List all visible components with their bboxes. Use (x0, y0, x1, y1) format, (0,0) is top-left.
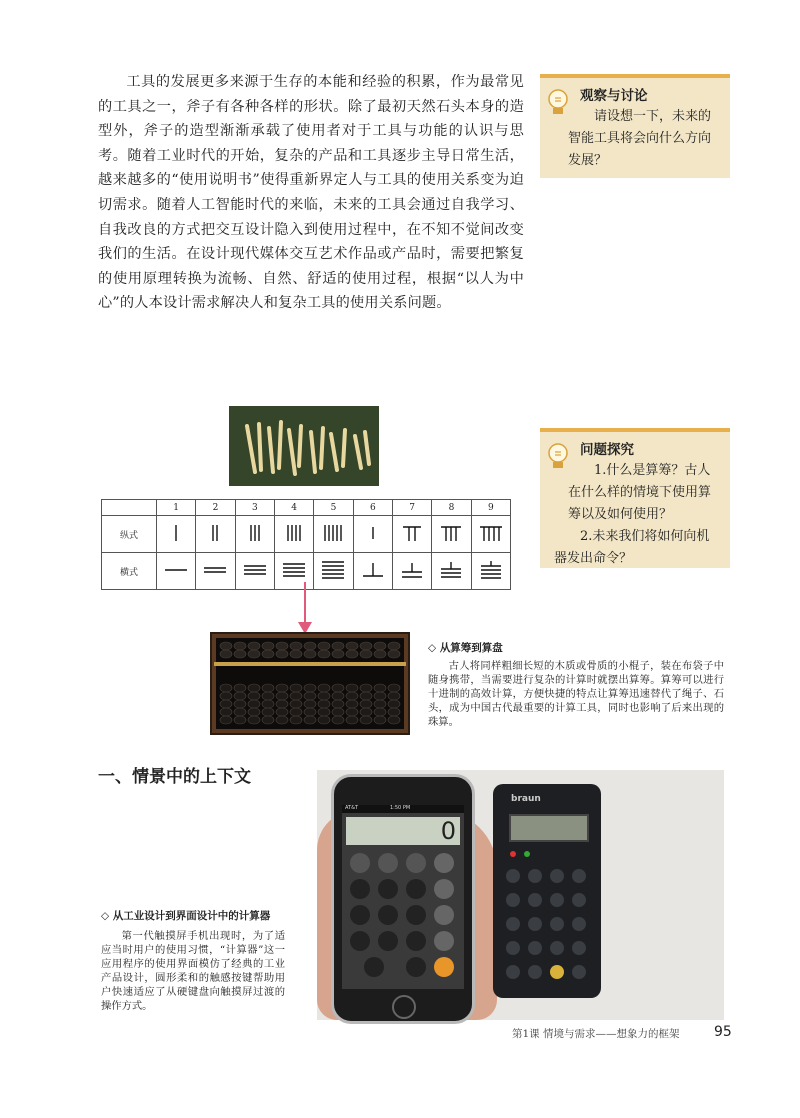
rod-glyph-h9 (471, 553, 510, 590)
table-header-cell: 3 (235, 500, 274, 516)
abacus-caption-text: 古人将同样粗细长短的木质或骨质的小棍子，装在布袋子中随身携带，当需要进行复杂的计算时就摆出算筹。算筹可以进行十进制的高效计算，方便快捷的特点让算筹迅速替代了绳子、石头，成为中国古代最重要的计算工具，同时也影响了后来出现的珠算。 (428, 660, 724, 728)
down-arrow-icon (295, 582, 315, 634)
page-number: 95 (714, 1024, 732, 1040)
calculator-caption (101, 908, 285, 1013)
rod-glyph-h2 (196, 553, 235, 590)
inquiry-box (540, 428, 730, 568)
rod-glyph-v8 (432, 516, 471, 553)
braun-logo: braun (511, 794, 541, 804)
calc-caption-text: 第一代触摸屏手机出现时，为了适应当时用户的使用习惯，“计算器”这一应用程序的使用界面模仿了经典的工业产品设计，圆形柔和的触感按键帮助用户快速适应了从硬键盘向触摸屏过渡的操作方式。 (101, 930, 285, 1012)
table-header-cell: 6 (353, 500, 392, 516)
table-row-vertical (102, 516, 511, 553)
abacus-caption (428, 640, 724, 729)
rod-glyph-h8 (432, 553, 471, 590)
rod-glyph-h7 (392, 553, 431, 590)
footer-lesson: 第1课 情境与需求——想象力的框架 (512, 1028, 680, 1040)
table-header-cell: 2 (196, 500, 235, 516)
table-header-cell: 7 (392, 500, 431, 516)
rod-glyph-v4 (274, 516, 313, 553)
carrier-label: AT&T (345, 805, 359, 811)
table-header-cell: 4 (274, 500, 313, 516)
table-header-cell: 8 (432, 500, 471, 516)
rod-glyph-h1 (157, 553, 196, 590)
table-header-row (102, 500, 511, 516)
observe-box-text: 请设想一下，未来的智能工具将会向什么方向发展？ (568, 109, 712, 168)
counting-rods-table (101, 499, 511, 590)
body-text: 工具的发展更多来源于生存的本能和经验的积累，作为最常见的工具之一，斧子有各种各样的形状。除了最初天然石头本身的造型外，斧子的造型渐渐承载了使用者对于工具与功能的认识与思考。随着工业时代的开始，复杂的产品和工具逐步主导日常生活，越来越多的“使用说明书”使得重新界定人与工具的使用关系变为迫切需求。随着人工智能时代的来临，未来的工具会通过自我学习、自我改良的方式把交互设计隐入到使用过程中，在不知不觉间改变我们的生活。在设计现代媒体交互艺术作品或产品时，需要把繁复的使用原理转换为流畅、自然、舒适的使用过程，根据“以人为中心”的人本设计需求解决人和复杂工具的使用关系问题。 (98, 74, 524, 312)
status-bar (342, 805, 464, 813)
section-title: 一、情景中的上下文 (98, 767, 251, 787)
rod-glyph-h6 (353, 553, 392, 590)
observe-discuss-box (540, 74, 730, 178)
clock-label: 1:50 PM (390, 805, 411, 811)
main-paragraph (98, 70, 524, 316)
braun-display (509, 814, 589, 842)
rod-glyph-v1 (157, 516, 196, 553)
inquiry-question-2: 2.未来我们将如何向机器发出命令？ (554, 529, 710, 566)
iphone-screen (342, 805, 464, 989)
lightbulb-icon (546, 88, 570, 118)
rod-glyph-h5 (314, 553, 353, 590)
inquiry-question-1: 1.什么是算筹？古人在什么样的情境下使用算筹以及如何使用？ (568, 463, 712, 522)
display-value: 0 (440, 817, 456, 845)
table-header-cell: 9 (471, 500, 510, 516)
rod-glyph-v2 (196, 516, 235, 553)
rod-glyph-v5 (314, 516, 353, 553)
rod-glyph-v9 (471, 516, 510, 553)
home-button (392, 995, 416, 1019)
inquiry-box-title: 问题探究 (580, 442, 634, 458)
calc-display (346, 817, 460, 845)
rod-glyph-v7 (392, 516, 431, 553)
observe-box-title: 观察与讨论 (580, 88, 648, 104)
iphone (331, 774, 475, 1024)
table-header-cell: 1 (157, 500, 196, 516)
table-header-cell: 5 (314, 500, 353, 516)
rod-glyph-h3 (235, 553, 274, 590)
abacus-photo (210, 632, 410, 735)
calculator-photo (317, 770, 724, 1020)
rod-glyph-v3 (235, 516, 274, 553)
abacus-caption-title: ◇ 从算筹到算盘 (428, 642, 503, 654)
row-label: 纵式 (102, 516, 157, 553)
braun-calculator (493, 784, 601, 998)
counting-rods-photo (229, 406, 379, 486)
lightbulb-icon (546, 442, 570, 472)
calc-keypad (346, 851, 460, 985)
calc-caption-title: ◇ 从工业设计到界面设计中的计算器 (101, 910, 271, 922)
rod-glyph-v6 (353, 516, 392, 553)
braun-keypad (501, 846, 593, 996)
row-label: 横式 (102, 553, 157, 590)
